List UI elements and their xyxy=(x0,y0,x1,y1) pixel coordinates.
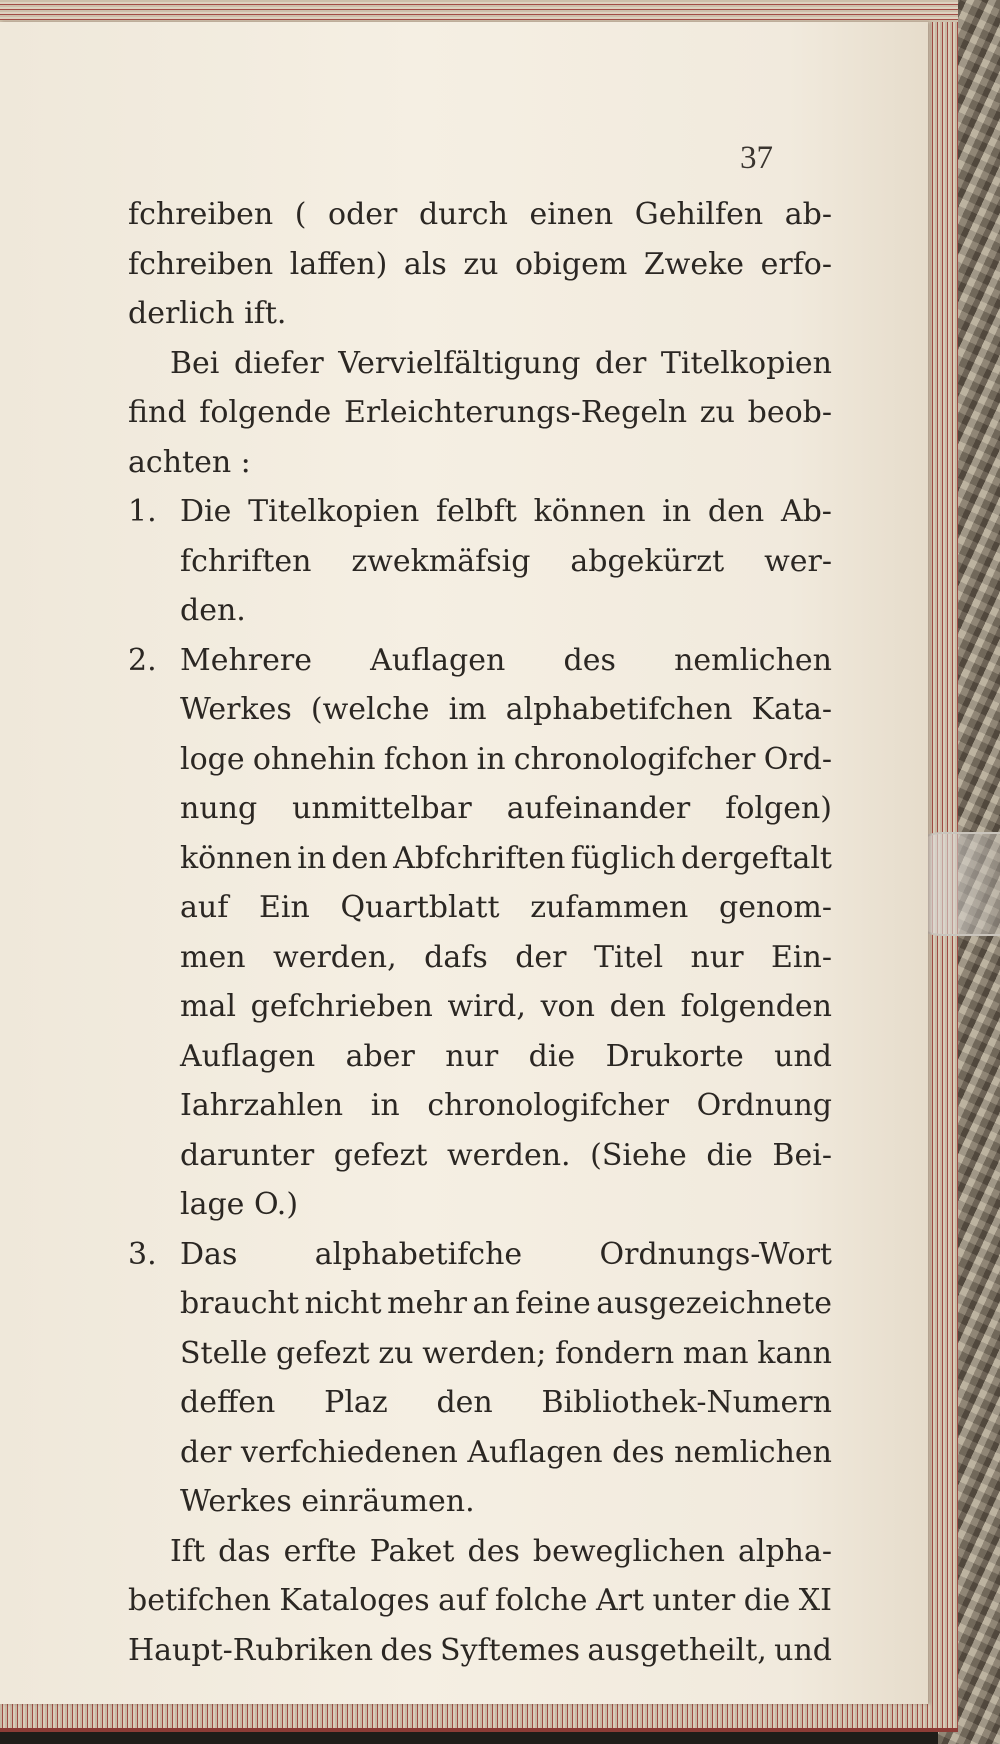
body-text xyxy=(128,190,832,1675)
text-line: mal gefchrieben wird, von den folgenden xyxy=(180,989,832,1024)
text-line: Werkes (welche im alphabetifchen Kata- xyxy=(180,692,832,727)
text-line: Bei diefer Vervielfältigung der Titelkopien xyxy=(170,345,832,381)
text-line: loge ohnehin fchon in chronologifcher Ord- xyxy=(180,741,832,777)
text-line: der verfchiedenen Auflagen des nemlichen xyxy=(180,1434,832,1470)
text-line: deffen Plaz den Bibliothek-Numern xyxy=(180,1385,832,1420)
text-line: Ift das erfte Paket des beweglichen alpha- xyxy=(170,1533,832,1569)
text-line: find folgende Erleichterungs-Regeln zu beob- xyxy=(128,395,832,430)
text-line: 3. Das alphabetifche Ordnungs-Wort xyxy=(128,1236,832,1272)
text-line: fchreiben ( oder durch einen Gehilfen ab- xyxy=(128,197,832,232)
text-line: den. xyxy=(180,593,246,628)
text-line: auf Ein Quartblatt zufammen genom- xyxy=(180,890,832,925)
text-line: betifchen Kataloges auf folche Art unter die XI xyxy=(128,1583,832,1618)
text-line: 1. Die Titelkopien felbft können in den Ab- xyxy=(128,494,832,529)
text-line: fchriften zwekmäfsig abgekürzt wer- xyxy=(180,543,832,579)
text-line: Stelle gefezt zu werden; fondern man kann xyxy=(180,1335,832,1371)
text-line: darunter gefezt werden. (Siehe die Bei- xyxy=(180,1137,832,1173)
text-line: fchreiben laffen) als zu obigem Zweke erfo- xyxy=(128,246,832,282)
text-line: können in den Abfchriften füglich dergeftalt xyxy=(180,840,832,876)
text-line: lage O.) xyxy=(180,1187,299,1222)
text-line: Iahrzahlen in chronologifcher Ordnung xyxy=(180,1088,832,1123)
text-line: 2. Mehrere Auflagen des nemlichen xyxy=(128,642,832,678)
text-line: nung unmittelbar aufeinander folgen) xyxy=(180,791,832,826)
text-line: braucht nicht mehr an feine ausgezeichnete xyxy=(180,1286,832,1321)
text-line: derlich ift. xyxy=(128,296,287,331)
text-line: men werden, dafs der Titel nur Ein- xyxy=(180,939,832,975)
text-line: achten : xyxy=(128,444,251,480)
page-number: 37 xyxy=(740,140,773,176)
page-stack-top-edge xyxy=(0,0,958,22)
text-line: Auflagen aber nur die Drukorte und xyxy=(180,1038,832,1074)
text-line: Werkes einräumen. xyxy=(180,1484,475,1519)
text-line: Haupt-Rubriken des Syftemes ausgetheilt, und xyxy=(128,1632,832,1668)
